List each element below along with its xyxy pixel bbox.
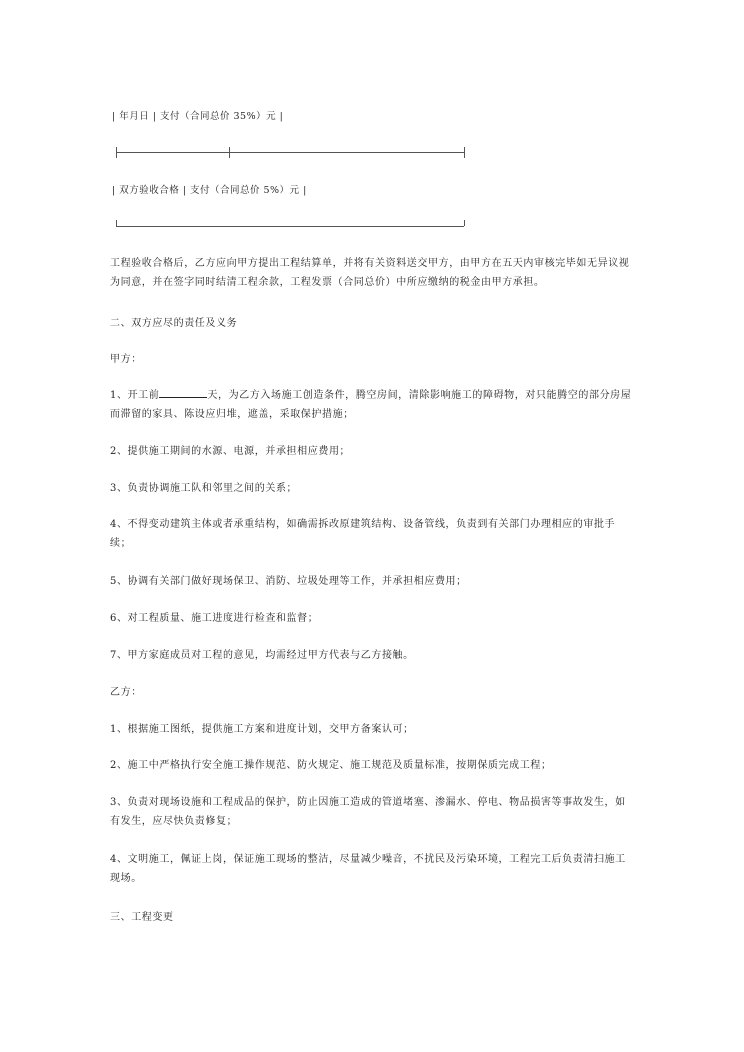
party-b-label: 乙方：	[110, 687, 142, 698]
table-divider-1	[116, 152, 464, 153]
table-bottom-tick	[464, 220, 465, 226]
party-b-item-1: 1、根据施工图纸，提供施工方案和进度计划，交甲方备案认可；	[110, 724, 414, 735]
table-bottom-tick	[116, 220, 117, 226]
table-divider-tick	[116, 147, 117, 158]
section-3-heading: 三、工程变更	[110, 912, 174, 923]
party-b-item-2: 2、施工中严格执行安全施工操作规范、防火规定、施工规范及质量标准，按期保质完成工程；	[110, 760, 552, 771]
party-b-item-3: 3、负责对现场设施和工程成品的保护，防止因施工造成的管道堵塞、渗漏水、停电、物品损害等事故发生，如有发生，应尽快负责修复；	[110, 797, 626, 827]
section-2-heading: 二、双方应尽的责任及义务	[110, 318, 238, 329]
settlement-paragraph: 工程验收合格后，乙方应向甲方提出工程结算单，并将有关资料送交甲方，由甲方在五天内审核完毕如无异议视为同意，并在签字同时结清工程余款，工程发票（合同总价）中所应缴纳的税金由甲方承担。	[110, 258, 630, 288]
party-a-item-4: 4、不得变动建筑主体或者承重结构，如确需拆改原建筑结构、设备管线，负责到有关部门办理相应的审批手续；	[110, 519, 616, 549]
party-a-item-1-prefix: 1、开工前	[110, 390, 160, 401]
party-a-item-1-text: 天，为乙方入场施工创造条件，腾空房间，清除影响施工的障碍物，对只能腾空的部分房屋而滞留的家具、陈设应归堆，遮盖，采取保护措施；	[110, 390, 632, 420]
party-a-item-7: 7、甲方家庭成员对工程的意见，均需经过甲方代表与乙方接触。	[110, 650, 414, 661]
party-a-item-5: 5、协调有关部门做好现场保卫、消防、垃圾处理等工作，并承担相应费用；	[110, 576, 467, 587]
party-a-item-3: 3、负责协调施工队和邻里之间的关系；	[110, 483, 298, 494]
party-a-item-2: 2、提供施工期间的水源、电源，并承担相应费用；	[110, 446, 351, 457]
days-blank-field	[159, 386, 207, 398]
table-divider-tick	[229, 147, 230, 158]
table-divider-tick	[464, 147, 465, 158]
party-a-item-6: 6、对工程质量、施工进度进行检查和监督；	[110, 613, 319, 624]
table-bottom-border	[116, 226, 464, 227]
payment-table-row-2: | 双方验收合格 | 支付（合同总价 5%）元 |	[112, 185, 307, 196]
payment-table-row-1: | 年月日 | 支付（合同总价 35%）元 |	[112, 111, 284, 122]
party-a-label: 甲方：	[110, 354, 142, 365]
party-b-item-4: 4、文明施工，佩证上岗，保证施工现场的整洁，尽量减少噪音，不扰民及污染环境，工程完工后负责清扫施工现场。	[110, 854, 626, 884]
party-a-item-1	[110, 386, 635, 424]
